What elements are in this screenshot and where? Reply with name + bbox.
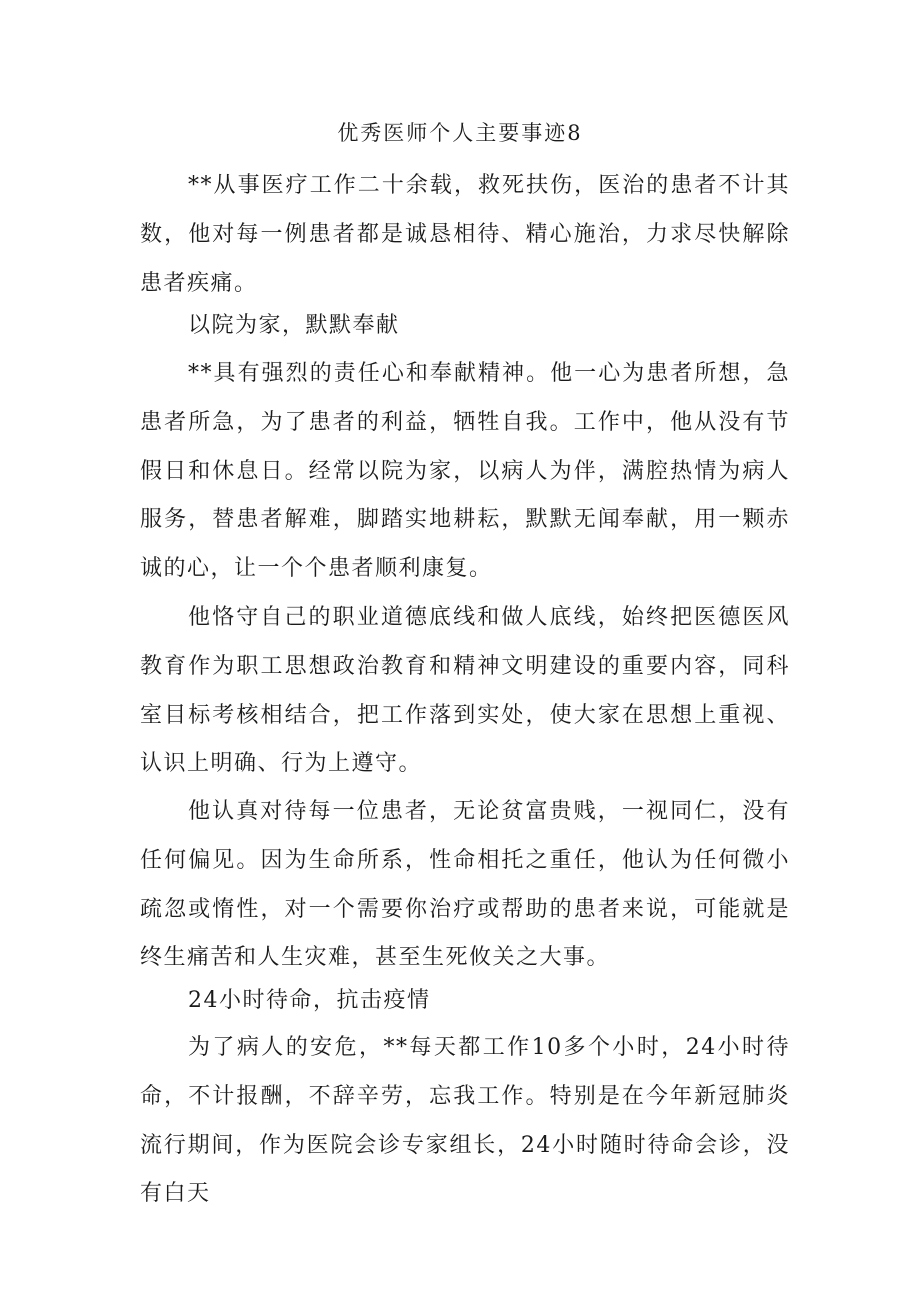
section-heading-epidemic: 24小时待命，抗击疫情 bbox=[188, 988, 431, 1013]
document-title: 优秀医师个人主要事迹8 bbox=[337, 121, 583, 145]
paragraph-epidemic: 为了病人的安危，**每天都工作10多个小时，24小时待命，不计报酬，不辞辛劳，忘我工作。特别是在今年新冠肺炎流行期间，作为医院会诊专家组长，24小时随时待命会诊，没有白天 bbox=[140, 1035, 790, 1207]
paragraph-intro: **从事医疗工作二十余载，救死扶伤，医治的患者不计其数，他对每一例患者都是诚恳相待、精心施治，力求尽快解除患者疾痛。 bbox=[140, 173, 790, 296]
section-heading-dedication: 以院为家，默默奉献 bbox=[188, 313, 400, 338]
paragraph-patients: 他认真对待每一位患者，无论贫富贵贱，一视同仁，没有任何偏见。因为生命所系，性命相托之重任，他认为任何微小疏忽或惰性，对一个需要你治疗或帮助的患者来说，可能就是终生痛苦和人生灾难，甚至生死攸关之大事。 bbox=[140, 799, 790, 971]
paragraph-dedication: **具有强烈的责任心和奉献精神。他一心为患者所想，急患者所急，为了患者的利益，牺牲自我。工作中，他从没有节假日和休息日。经常以院为家，以病人为伴，满腔热情为病人服务，替患者解难，脚踏实地耕耘，默默无闻奉献，用一颗赤诚的心，让一个个患者顺利康复。 bbox=[140, 361, 790, 582]
paragraph-ethics: 他恪守自己的职业道德底线和做人底线，始终把医德医风教育作为职工思想政治教育和精神文明建设的重要内容，同科室目标考核相结合，把工作落到实处，使大家在思想上重视、认识上明确、行为上遵守。 bbox=[140, 605, 790, 777]
